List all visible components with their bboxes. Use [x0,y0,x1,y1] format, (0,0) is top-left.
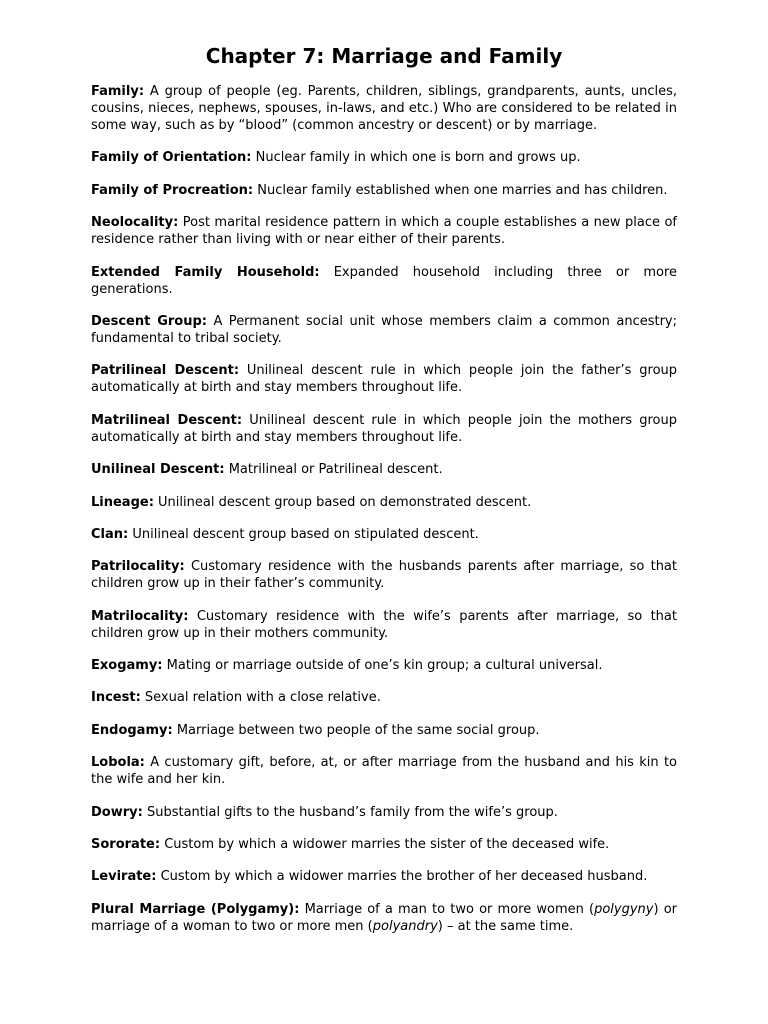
glossary-entry [91,83,677,134]
glossary-entry [91,689,677,706]
glossary-entry [91,182,677,199]
definition-italic-term: polygyny [594,901,654,917]
glossary-entry [91,558,677,592]
glossary-term: Exogamy: [91,658,163,674]
glossary-term: Lobola: [91,755,145,771]
glossary-entry [91,149,677,166]
glossary-term: Family of Procreation: [91,182,254,198]
glossary-definition: Nuclear family established when one marries and has children. [257,182,668,198]
glossary-definition: Matrilineal or Patrilineal descent. [228,462,443,478]
glossary-term: Incest: [91,690,141,706]
glossary-definition: Unilineal descent rule in which people join the mothers group automatically at birth and stay members throughout life. [91,412,677,445]
glossary-term: Clan: [91,526,129,542]
glossary-term: Endogamy: [91,722,173,738]
glossary-definition: Nuclear family in which one is born and grows up. [255,150,581,166]
glossary-entry [91,313,677,347]
definition-text: ) – at the same time. [437,918,574,934]
glossary-definition: Unilineal descent rule in which people join the father’s group automatically at birth and stay members throughout life. [91,363,678,396]
glossary-term: Unilineal Descent: [91,462,225,478]
glossary-entry [91,362,677,396]
glossary-term: Lineage: [91,494,154,510]
glossary-definition: Unilineal descent group based on stipulated descent. [132,526,479,542]
glossary-term: Sororate: [91,837,161,853]
document-page [91,43,677,950]
glossary-term: Plural Marriage (Polygamy): [91,901,300,917]
glossary-term: Extended Family Household: [91,264,320,280]
glossary-definition: Expanded household including three or more generations. [91,264,677,297]
definition-text: Marriage of a man to two or more women ( [304,901,595,917]
glossary-term: Matrilineal Descent: [91,412,243,428]
glossary-definition: A Permanent social unit whose members claim a common ancestry; fundamental to tribal society. [91,313,678,346]
glossary-definition: Substantial gifts to the husband’s family from the wife’s group. [146,804,558,820]
glossary-term: Patrilocality: [91,559,185,575]
glossary-definition: Custom by which a widower marries the brother of her deceased husband. [160,869,648,885]
definition-italic-term: polyandry [372,918,438,934]
glossary-list [91,83,677,935]
glossary-entry [91,526,677,543]
glossary-definition: Marriage between two people of the same social group. [176,722,540,738]
glossary-term: Levirate: [91,869,157,885]
glossary-entry [91,214,677,248]
glossary-definition: Customary residence with the husbands parents after marriage, so that children grow up in their father’s community. [91,559,677,592]
glossary-entry [91,836,677,853]
glossary-term: Descent Group: [91,313,207,329]
glossary-definition: Post marital residence pattern in which a couple establishes a new place of residence rather than living with or near either of their parents. [91,215,677,248]
glossary-entry [91,494,677,511]
glossary-definition: A customary gift, before, at, or after marriage from the husband and his kin to the wife and her kin. [91,755,678,788]
glossary-definition: Mating or marriage outside of one’s kin group; a cultural universal. [166,658,603,674]
glossary-entry [91,461,677,478]
glossary-term: Neolocality: [91,215,179,231]
glossary-entry [91,608,677,642]
glossary-term: Dowry: [91,804,143,820]
glossary-term: Patrilineal Descent: [91,363,240,379]
glossary-term: Matrilocality: [91,608,189,624]
page-title: Chapter 7: Marriage and Family [205,44,563,68]
glossary-entry [91,412,677,446]
glossary-entry [91,868,677,885]
glossary-entry [91,804,677,821]
definition-text: ) or marriage of a woman to two or more men ( [91,901,677,934]
glossary-entry [91,754,677,788]
glossary-definition: Customary residence with the wife’s parents after marriage, so that children grow up in their mothers community. [91,608,677,641]
glossary-entry [91,264,677,298]
glossary-definition: Custom by which a widower marries the sister of the deceased wife. [164,837,610,853]
glossary-definition: Unilineal descent group based on demonstrated descent. [158,494,532,510]
glossary-entry-polygamy [91,901,677,935]
glossary-term: Family: [91,84,145,99]
glossary-entry [91,657,677,674]
glossary-definition: A group of people (eg. Parents, children, siblings, grandparents, aunts, uncles, cousins, nieces, nephews, spouses, in-laws, and etc.) Who are considered to be related in some way, such as by “blood” (common ancestry or descent) or by marriage. [91,84,677,133]
glossary-entry [91,722,677,739]
glossary-definition: Sexual relation with a close relative. [144,690,381,706]
glossary-term: Family of Orientation: [91,150,252,166]
